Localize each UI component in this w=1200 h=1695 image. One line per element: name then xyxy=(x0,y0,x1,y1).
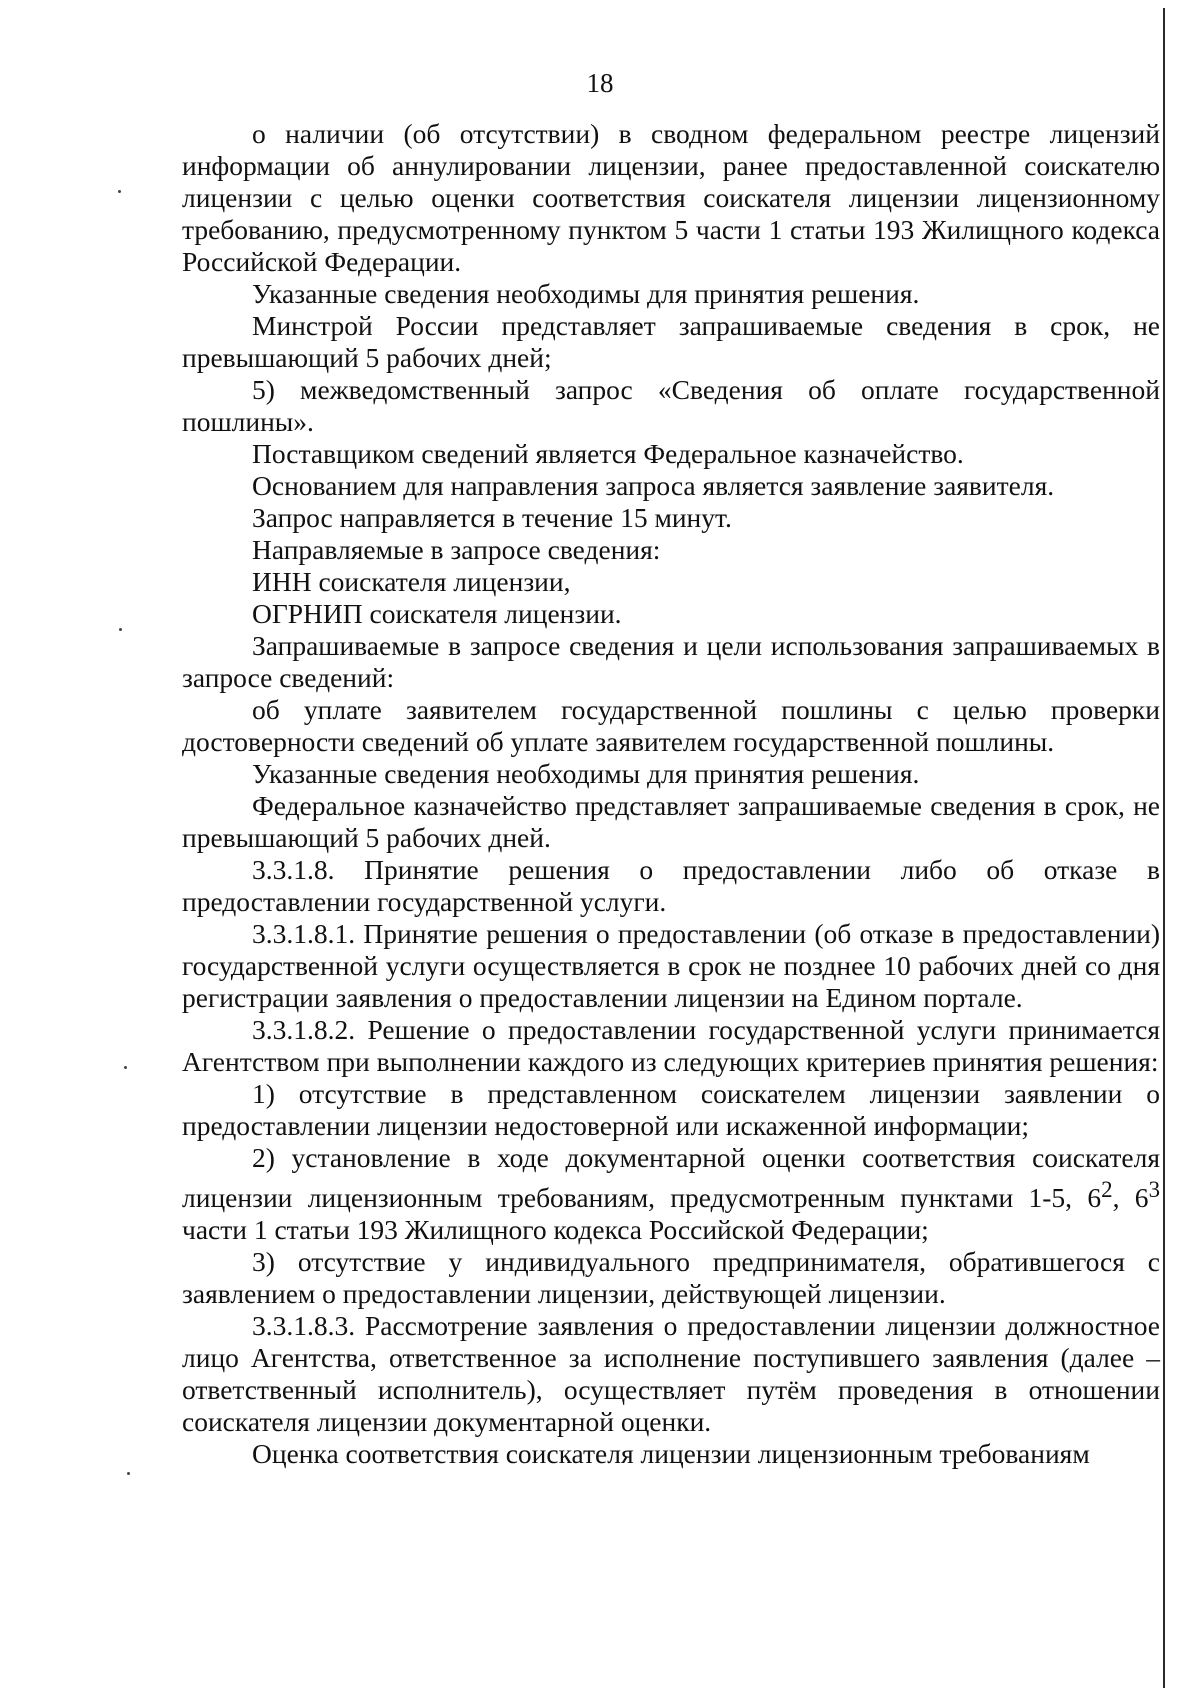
paragraph: 5) межведомственный запрос «Сведения об оплате государственной пошлины». xyxy=(182,374,1160,437)
list-item: 3) отсутствие у индивидуального предпринимателя, обратившегося с заявлением о предоставлении лицензии, действующей лицензии. xyxy=(182,1246,1160,1310)
list-item xyxy=(182,1142,1160,1246)
paragraph: 3.3.1.8.1. Принятие решения о предоставлении (об отказе в предоставлении) государственной услуги осуществляется в срок не позднее 10 рабочих дней со дня регистрации заявления о предоставлении лицензии на Едином портале. xyxy=(182,918,1160,1013)
scan-speck xyxy=(119,628,122,631)
superscript: 3 xyxy=(1148,1177,1161,1202)
paragraph: ОГРНИП соискателя лицензии. xyxy=(252,598,622,629)
superscript: 2 xyxy=(1101,1177,1113,1202)
paragraph: Направляемые в запросе сведения: xyxy=(252,534,661,565)
paragraph: 3.3.1.8.2. Решение о предоставлении государственной услуги принимается Агентством при выполнении каждого из следующих критериев принятия решения: xyxy=(182,1014,1160,1077)
scan-speck xyxy=(127,1472,130,1475)
text-fragment: , 6 xyxy=(1112,1182,1149,1214)
scan-speck xyxy=(124,1066,127,1069)
section-heading-3-3-1-8: 3.3.1.8. Принятие решения о предоставлении либо об отказе в предоставлении государственной услуги. xyxy=(182,854,1160,917)
paragraph: Запрашиваемые в запросе сведения и цели использования запрашиваемых в запросе сведений: xyxy=(182,630,1160,693)
paragraph: об уплате заявителем государственной пошлины с целью проверки достоверности сведений об уплате заявителем государственной пошлины. xyxy=(182,694,1160,757)
paragraph: 3.3.1.8.3. Рассмотрение заявления о предоставлении лицензии должностное лицо Агентства, ответственное за исполнение поступившего заявления (далее – ответственный исполнитель), осуществляет путём проведения в отношении соискателя лицензии документарной оценки. xyxy=(182,1310,1160,1438)
paragraph: ИНН соискателя лицензии, xyxy=(252,566,571,597)
paragraph: Федеральное казначейство представляет запрашиваемые сведения в срок, не превышающий 5 рабочих дней. xyxy=(182,790,1160,853)
page-number: 18 xyxy=(586,68,614,98)
paragraph: Основанием для направления запроса является заявление заявителя. xyxy=(252,470,1055,501)
scan-speck xyxy=(118,190,121,193)
document-body xyxy=(182,118,1160,1470)
paragraph: Минстрой России представляет запрашиваемые сведения в срок, не превышающий 5 рабочих дней; xyxy=(182,310,1160,373)
text-fragment: части 1 статьи 193 Жилищного кодекса Российской Федерации; xyxy=(182,1214,929,1246)
scan-edge-line xyxy=(1163,8,1165,1688)
paragraph: Запрос направляется в течение 15 минут. xyxy=(252,502,732,533)
paragraph: Поставщиком сведений является Федеральное казначейство. xyxy=(252,438,964,469)
paragraph: о наличии (об отсутствии) в сводном федеральном реестре лицензий информации об аннулировании лицензии, ранее предоставленной соискателю лицензии с целью оценки соответствия соискателя лицензии лицензионному требованию, предусмотренному пунктом 5 части 1 статьи 193 Жилищного кодекса Российской Федерации. xyxy=(182,118,1160,277)
paragraph: Указанные сведения необходимы для принятия решения. xyxy=(252,758,920,789)
paragraph: Указанные сведения необходимы для принятия решения. xyxy=(252,278,920,309)
paragraph: Оценка соответствия соискателя лицензии лицензионным требованиям xyxy=(252,1438,1090,1470)
text-fragment: 2) установление в ходе документарной оценки соответствия соискателя лицензии лицензионным требованиям, предусмотренным пунктами 1-5, 6 xyxy=(182,1142,1160,1214)
list-item: 1) отсутствие в представленном соискателем лицензии заявлении о предоставлении лицензии недостоверной или искаженной информации; xyxy=(182,1078,1160,1141)
